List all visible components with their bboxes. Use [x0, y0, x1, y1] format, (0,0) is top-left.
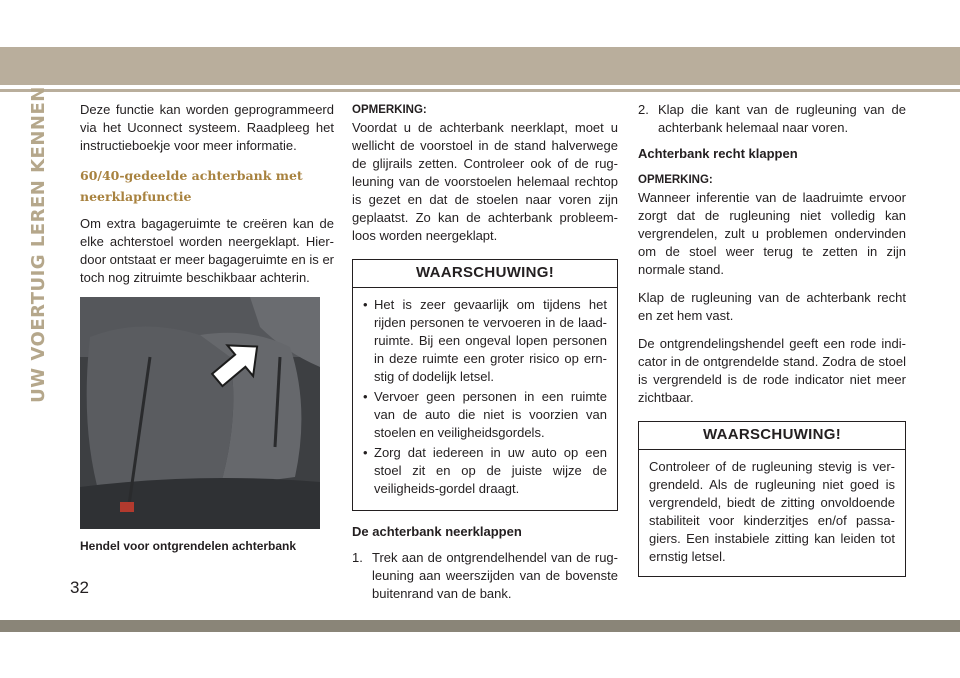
note-label: OPMERKING: — [352, 104, 427, 116]
step-item — [638, 101, 906, 137]
warning-text: Controleer of de rugleuning stevig is ver-grendeld. Als de rugleuning niet goed is vergrendeld, biedt de zitting onvoldoende stabiliteit voor kinderzitjes en/of passa-giers. Een instabiele zitting kan leiden tot ernstig letsel. — [649, 459, 895, 564]
warning-box — [352, 259, 618, 511]
footer-band — [0, 620, 960, 632]
warning-box — [638, 421, 906, 577]
section-heading-line-1: 60/40-gedeelde achterbank met — [80, 168, 303, 183]
step-item — [352, 549, 618, 603]
section-title: UW VOERTUIG LEREN KENNEN — [27, 85, 49, 403]
photo-caption: Hendel voor ontgrendelen achterbank — [80, 539, 297, 553]
header-band — [0, 47, 960, 85]
section-side-tab — [26, 85, 50, 403]
seat-release-photo — [80, 297, 320, 529]
note-paragraph: Wanneer inferentie van de laadruimte ervoor zorgt dat de rugleuning niet volledig kan vergrendelen, zult u problemen ondervinden om de stoel weer terug te zetten in zijn normale stand. — [638, 190, 906, 277]
steps-list — [352, 549, 618, 603]
body-paragraph: De ontgrendelingshendel geeft een rode indi-cator in de ontgrendelde stand. Zodra de stoel is vergrendeld is de rode indicator niet meer zichtbaar. — [638, 336, 906, 405]
column-left — [80, 101, 334, 555]
seatback-left — [87, 326, 234, 497]
note-paragraph: Voordat u de achterbank neerklapt, moet u wellicht de voorstoel in de stand halverwege de glijrails zetten. Controleer ook of de rug-leuning van de voorstoelen helemaal rechtop is gezet en dat de stoelen naar voren zijn geplaatst. Zo kan de achterbank probleem-loos worden neergeklapt. — [352, 120, 618, 243]
page-number: 32 — [70, 578, 89, 597]
seat-cushion — [80, 478, 320, 529]
step-number: 1. — [352, 550, 363, 565]
body-paragraph: Om extra bagageruimte te creëren kan de elke achterstoel worden neergeklapt. Hier-door ontstaat er meer bagageruimte en is er toch nog zitruimte beschikbaar achterin. — [80, 216, 334, 285]
subheading-fold-up: Achterbank recht klappen — [638, 146, 798, 161]
warning-item: • Zorg dat iedereen in uw auto op een stoel zit en op de juiste wijze de veiligheids-gordel draagt. — [363, 444, 607, 498]
subheading-fold-down: De achterbank neerklappen — [352, 524, 522, 539]
note-label: OPMERKING: — [638, 174, 713, 186]
step-text: Trek aan de ontgrendelhendel van de rug-leuning aan weerszijden van de bovenste buitenrand van de bank. — [372, 550, 618, 601]
steps-list-continued — [638, 101, 906, 137]
intro-paragraph: Deze functie kan worden geprogrammeerd via het Uconnect systeem. Raadpleeg het instructieboekje voor meer informatie. — [80, 102, 334, 153]
warning-title: WAARSCHUWING! — [353, 260, 617, 288]
warning-item: • Vervoer geen personen in een ruimte van de auto die niet is voorzien van stoelen en veiligheidsgordels. — [363, 388, 607, 442]
warning-title: WAARSCHUWING! — [639, 422, 905, 450]
warning-list — [353, 296, 617, 498]
body-paragraph: Klap de rugleuning van de achterbank recht en zet hem vast. — [638, 290, 906, 323]
seat-photo-illustration — [80, 297, 320, 529]
header-rule — [0, 89, 960, 92]
step-text: Klap die kant van de rugleuning van de achterbank helemaal naar voren. — [658, 102, 906, 135]
warning-item: • Het is zeer gevaarlijk om tijdens het rijden personen te vervoeren in de laad-ruimte. Bij een ongeval lopen personen in deze ruimte een groter risico op ern-stig of dodelijk letsel. — [363, 296, 607, 386]
red-indicator — [120, 502, 134, 512]
section-heading — [80, 165, 334, 207]
section-heading-line-2: neerklapfunctie — [80, 189, 192, 204]
step-number: 2. — [638, 102, 649, 117]
column-middle — [352, 101, 618, 611]
column-right — [638, 101, 906, 589]
